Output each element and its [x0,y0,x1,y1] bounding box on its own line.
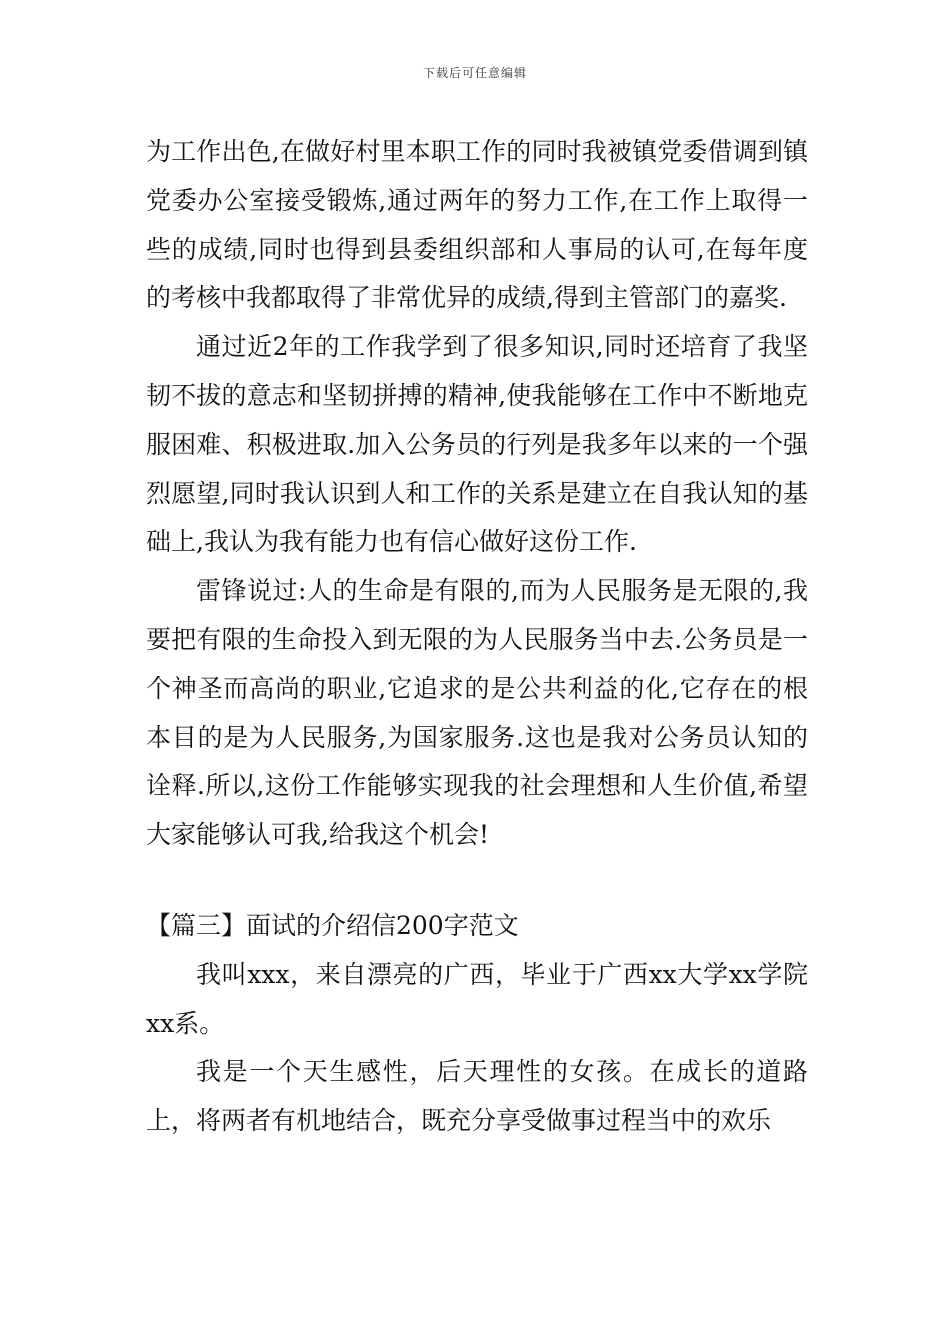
paragraph-1: 为工作出色,在做好村里本职工作的同时我被镇党委借调到镇党委办公室接受锻炼,通过两年的努力工作,在工作上取得一些的成绩,同时也得到县委组织部和人事局的认可,在每年度的考核中我都取得了非常优异的成绩,得到主管部门的嘉奖. [146,137,808,313]
page-header-note: 下载后可任意编辑 [422,66,527,80]
paragraph-2: 通过近2年的工作我学到了很多知识,同时还培育了我坚韧不拔的意志和坚韧拼搏的精神,使我能够在工作中不断地克服困难、积极进取.加入公务员的行列是我多年以来的一个强烈愿望,同时我认识到人和工作的关系是建立在自我认知的基础上,我认为我有能力也有信心做好这份工作. [146,332,808,557]
paragraph-3: 雷锋说过:人的生命是有限的,而为人民服务是无限的,我要把有限的生命投入到无限的为人民服务当中去.公务员是一个神圣而高尚的职业,它追求的是公共利益的化,它存在的根本目的是为人民服务,为国家服务.这也是我对公务员认知的诠释.所以,这份工作能够实现我的社会理想和人生价值,希望大家能够认可我,给我这个机会! [146,576,808,850]
section-title: 【篇三】面试的介绍信200字范文 [146,910,519,940]
document-body [146,128,808,1146]
section-paragraph-1: 我叫xxx，来自漂亮的广西，毕业于广西xx大学xx学院xx系。 [146,959,808,1038]
section-spacer [146,860,808,902]
section-paragraph-2: 我是一个天生感性，后天理性的女孩。在成长的道路上，将两者有机地结合，既充分享受做事过程当中的欢乐 [146,1057,808,1136]
